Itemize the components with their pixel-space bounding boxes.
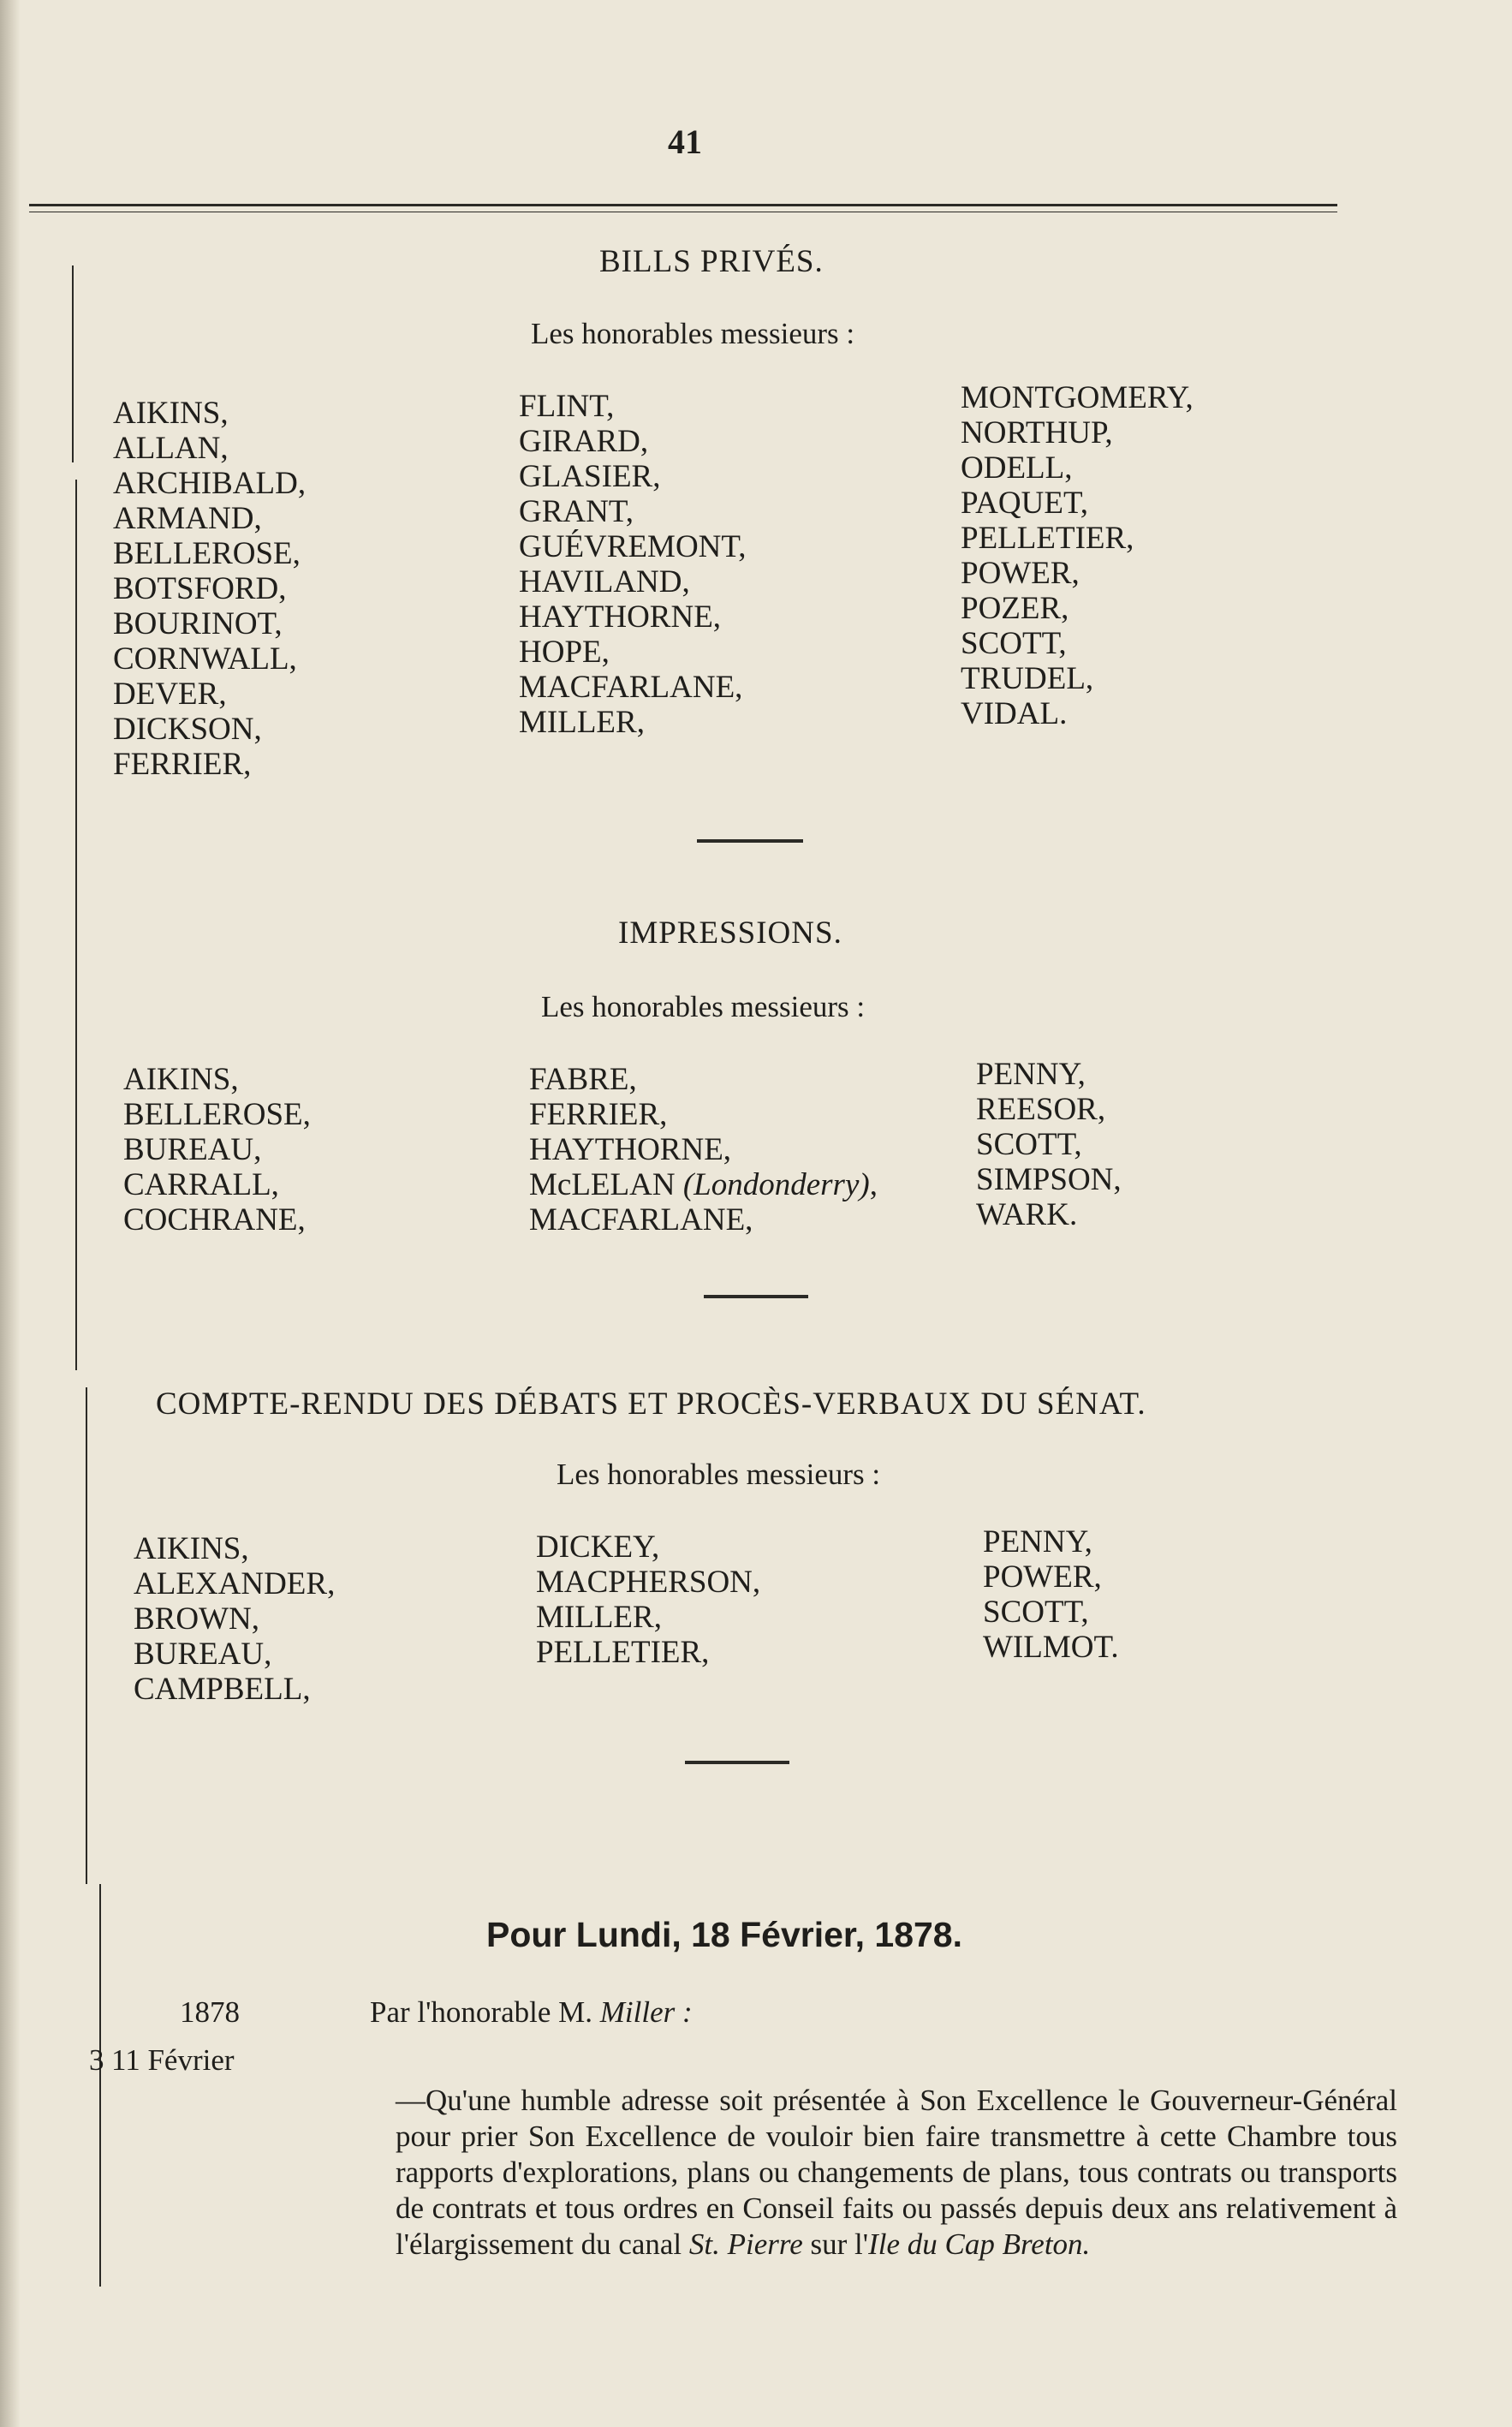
member-name: MILLER, <box>536 1600 662 1635</box>
member-name: ARMAND, <box>113 501 262 536</box>
member-name: MILLER, <box>519 705 645 740</box>
member-name: MACFARLANE, <box>519 670 743 705</box>
member-name: FLINT, <box>519 389 615 424</box>
member-name: DICKEY, <box>536 1530 660 1565</box>
member-name: PELLETIER, <box>961 521 1134 556</box>
member-name: BUREAU, <box>134 1637 272 1672</box>
page-number: 41 <box>668 122 702 161</box>
member-name: DICKSON, <box>113 712 262 747</box>
section-separator <box>697 839 803 843</box>
motion-text-connector: sur l' <box>810 2227 869 2261</box>
member-name: BELLEROSE, <box>113 536 301 571</box>
member-name: ARCHIBALD, <box>113 466 307 501</box>
member-name: VIDAL. <box>961 696 1068 731</box>
member-name: GUÉVREMONT, <box>519 529 747 564</box>
margin-bar <box>75 480 77 1370</box>
member-name: WILMOT. <box>983 1630 1119 1665</box>
motion-text-main: —Qu'une humble adresse soit présentée à Son Excellence le Gouverneur-Général pour prier Son Excellence de vouloir bien faire transmettre à cette Chambre tous rapports d'explorations, plans ou changements de plans, tous contrats ou transports de contrats et tous ordres en Conseil faits ou passés depuis deux ans relativement à l'élargissement du canal <box>396 2084 1397 2261</box>
section-title-compte-rendu: COMPTE-RENDU DES DÉBATS ET PROCÈS-VERBAUX DU SÉNAT. <box>156 1386 1146 1422</box>
member-name: SCOTT, <box>976 1127 1082 1162</box>
member-name: MACPHERSON, <box>536 1565 761 1600</box>
member-name: FABRE, <box>529 1062 637 1097</box>
member-name: TRUDEL, <box>961 661 1094 696</box>
name-column-2 <box>529 1062 878 1237</box>
member-name: MACFARLANE, <box>529 1202 753 1237</box>
member-name: POWER, <box>983 1559 1102 1595</box>
name-column-3 <box>983 1524 1119 1665</box>
riding-note: (Londonderry) <box>682 1167 870 1202</box>
member-name: FERRIER, <box>529 1097 668 1132</box>
motion-text <box>396 2083 1397 2263</box>
section-separator <box>704 1295 808 1298</box>
member-name: AIKINS, <box>123 1062 239 1097</box>
trailing-comma: , <box>869 1167 878 1202</box>
notice-mover <box>370 1995 693 2030</box>
member-name: PELLETIER, <box>536 1635 710 1670</box>
member-name: BROWN, <box>134 1601 259 1637</box>
member-name: DEVER, <box>113 677 227 712</box>
section-title-bills-prives: BILLS PRIVÉS. <box>599 244 824 279</box>
mover-prefix: Par l'honorable M. <box>370 1995 593 2029</box>
section-intro: Les honorables messieurs : <box>541 990 866 1023</box>
member-name: COCHRANE, <box>123 1202 306 1237</box>
member-name: AIKINS, <box>113 396 229 431</box>
member-name: ALEXANDER, <box>134 1566 336 1601</box>
member-name: HAYTHORNE, <box>529 1132 732 1167</box>
member-name: BELLEROSE, <box>123 1097 311 1132</box>
member-name: CARRALL, <box>123 1167 279 1202</box>
place-name: Ile du Cap Breton. <box>868 2227 1091 2261</box>
name-column-1 <box>113 396 306 782</box>
name-column-1 <box>123 1062 311 1237</box>
member-name: BUREAU, <box>123 1132 262 1167</box>
member-name: CAMPBELL, <box>134 1672 311 1707</box>
name-column-3 <box>961 380 1194 731</box>
page-binding-edge <box>0 0 21 2427</box>
member-name: GRANT, <box>519 494 634 529</box>
member-name: PAQUET, <box>961 486 1089 521</box>
name-column-1 <box>134 1531 335 1707</box>
name-column-2 <box>536 1530 760 1670</box>
member-name: PENNY, <box>983 1524 1092 1559</box>
member-name: WARK. <box>976 1197 1078 1232</box>
member-name: SCOTT, <box>961 626 1067 661</box>
notice-date-heading: Pour Lundi, 18 Février, 1878. <box>486 1915 963 1954</box>
motion-date: 11 Février <box>111 2043 235 2077</box>
section-intro: Les honorables messieurs : <box>531 317 855 350</box>
notice-year: 1878 <box>180 1995 240 2029</box>
member-name: AIKINS, <box>134 1531 249 1566</box>
member-name: POZER, <box>961 591 1069 626</box>
margin-bar <box>72 265 74 462</box>
member-name: HAYTHORNE, <box>519 599 722 635</box>
member-name: HAVILAND, <box>519 564 690 599</box>
member-name: SCOTT, <box>983 1595 1089 1630</box>
member-name-with-riding <box>529 1167 878 1202</box>
header-rule <box>29 204 1337 206</box>
section-intro: Les honorables messieurs : <box>557 1458 881 1491</box>
margin-bar <box>86 1387 87 1884</box>
member-name: POWER, <box>961 556 1080 591</box>
member-name: SIMPSON, <box>976 1162 1122 1197</box>
member-name: REESOR, <box>976 1092 1106 1127</box>
member-name: FERRIER, <box>113 747 252 782</box>
member-name: ALLAN, <box>113 431 229 466</box>
member-name: ODELL, <box>961 450 1073 486</box>
name-column-2 <box>519 389 747 740</box>
member-name: CORNWALL, <box>113 641 297 677</box>
member-name: McLELAN <box>529 1167 676 1202</box>
member-name: BOTSFORD, <box>113 571 287 606</box>
section-separator <box>685 1761 789 1764</box>
member-name: NORTHUP, <box>961 415 1113 450</box>
member-name: GLASIER, <box>519 459 661 494</box>
member-name: BOURINOT, <box>113 606 283 641</box>
section-title-impressions: IMPRESSIONS. <box>618 915 842 951</box>
member-name: HOPE, <box>519 635 610 670</box>
place-name: St. Pierre <box>688 2227 803 2261</box>
margin-bar <box>99 1884 101 2287</box>
item-number: 3 <box>89 2043 104 2077</box>
member-name: GIRARD, <box>519 424 649 459</box>
mover-name: Miller : <box>599 1995 693 2029</box>
name-column-3 <box>976 1057 1122 1232</box>
member-name: PENNY, <box>976 1057 1086 1092</box>
member-name: MONTGOMERY, <box>961 380 1194 415</box>
